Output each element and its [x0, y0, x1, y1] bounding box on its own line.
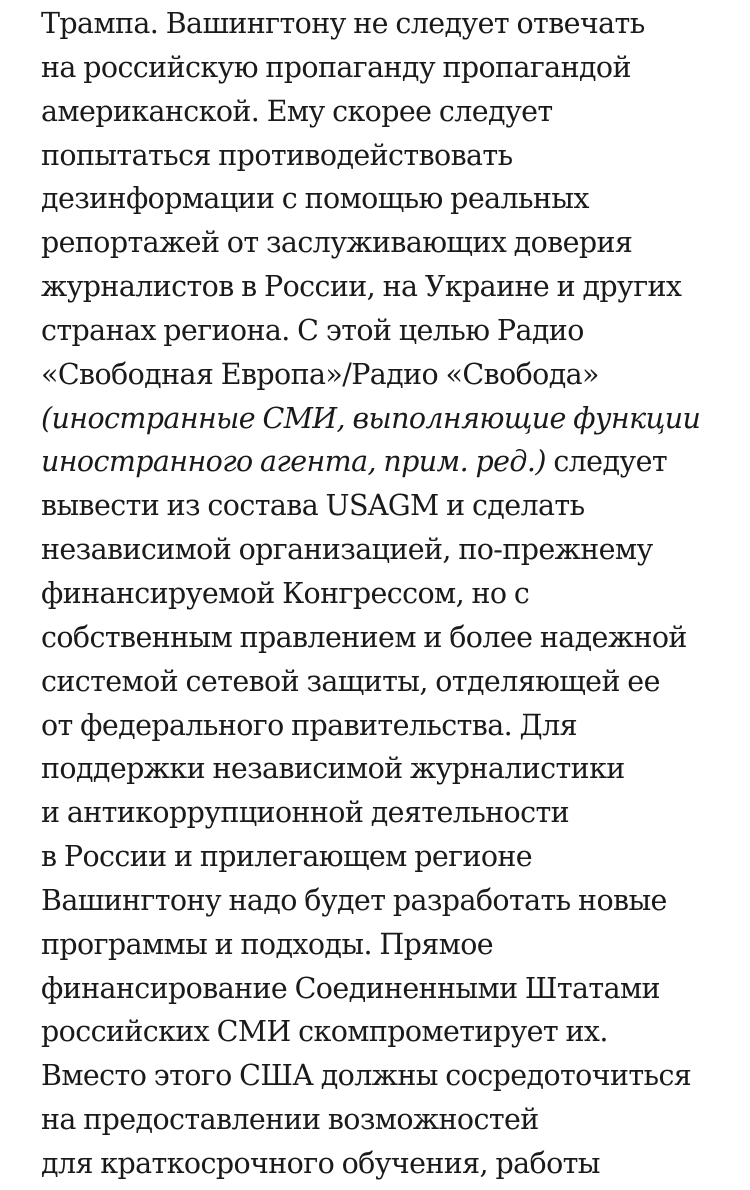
article-line: дезинформации с помощью реальных: [41, 182, 589, 216]
article-line: попытаться противодействовать: [41, 138, 513, 172]
article-line: собственным правлением и более надежной: [41, 620, 687, 654]
article-line: журналистов в России, на Украине и других: [41, 270, 682, 304]
article-line: Вашингтону надо будет разработать новые: [41, 883, 667, 917]
article-line: странах региона. С этой целью Радио: [41, 313, 584, 347]
article-line: «Свободная Европа»/Радио «Свобода»: [41, 357, 599, 391]
article-line: американской. Ему скорее следует: [41, 94, 553, 128]
article-line: на российскую пропаганду пропагандой: [41, 50, 631, 84]
article-line: российских СМИ скомпрометирует их.: [41, 1015, 608, 1049]
article-line: вывести из состава USAGM и сделать: [41, 489, 585, 523]
editorial-note: иностранного агента, прим. ред.): [41, 445, 546, 479]
article-line: системой сетевой защиты, отделяющей ее: [41, 664, 660, 698]
article-line: Трампа. Вашингтону не следует отвечать: [41, 7, 645, 40]
article-line: программы и подходы. Прямое: [41, 927, 494, 961]
article-line: от федерального правительства. Для: [41, 708, 577, 742]
article-line: финансирование Соединенными Штатами: [41, 971, 660, 1005]
article-line: на предоставлении возможностей: [41, 1103, 539, 1137]
article-line: репортажей от заслуживающих доверия: [41, 226, 633, 260]
editorial-note: (иностранные СМИ, выполняющие функции: [41, 401, 701, 435]
article-line-continuation: следует: [545, 445, 668, 479]
article-line: для краткосрочного обучения, работы: [41, 1146, 600, 1180]
article-line: и антикоррупционной деятельности: [41, 796, 570, 830]
article-line: поддержки независимой журналистики: [41, 752, 625, 786]
article-line: независимой организацией, по-прежнему: [41, 533, 653, 567]
article-body-text: [41, 2, 731, 1186]
article-line: [41, 440, 731, 484]
article-line: финансируемой Конгрессом, но с: [41, 576, 530, 610]
article-line: в России и прилегающем регионе: [41, 840, 533, 874]
article-line: [41, 397, 731, 441]
article-line: Вместо этого США должны сосредоточиться: [41, 1059, 692, 1093]
